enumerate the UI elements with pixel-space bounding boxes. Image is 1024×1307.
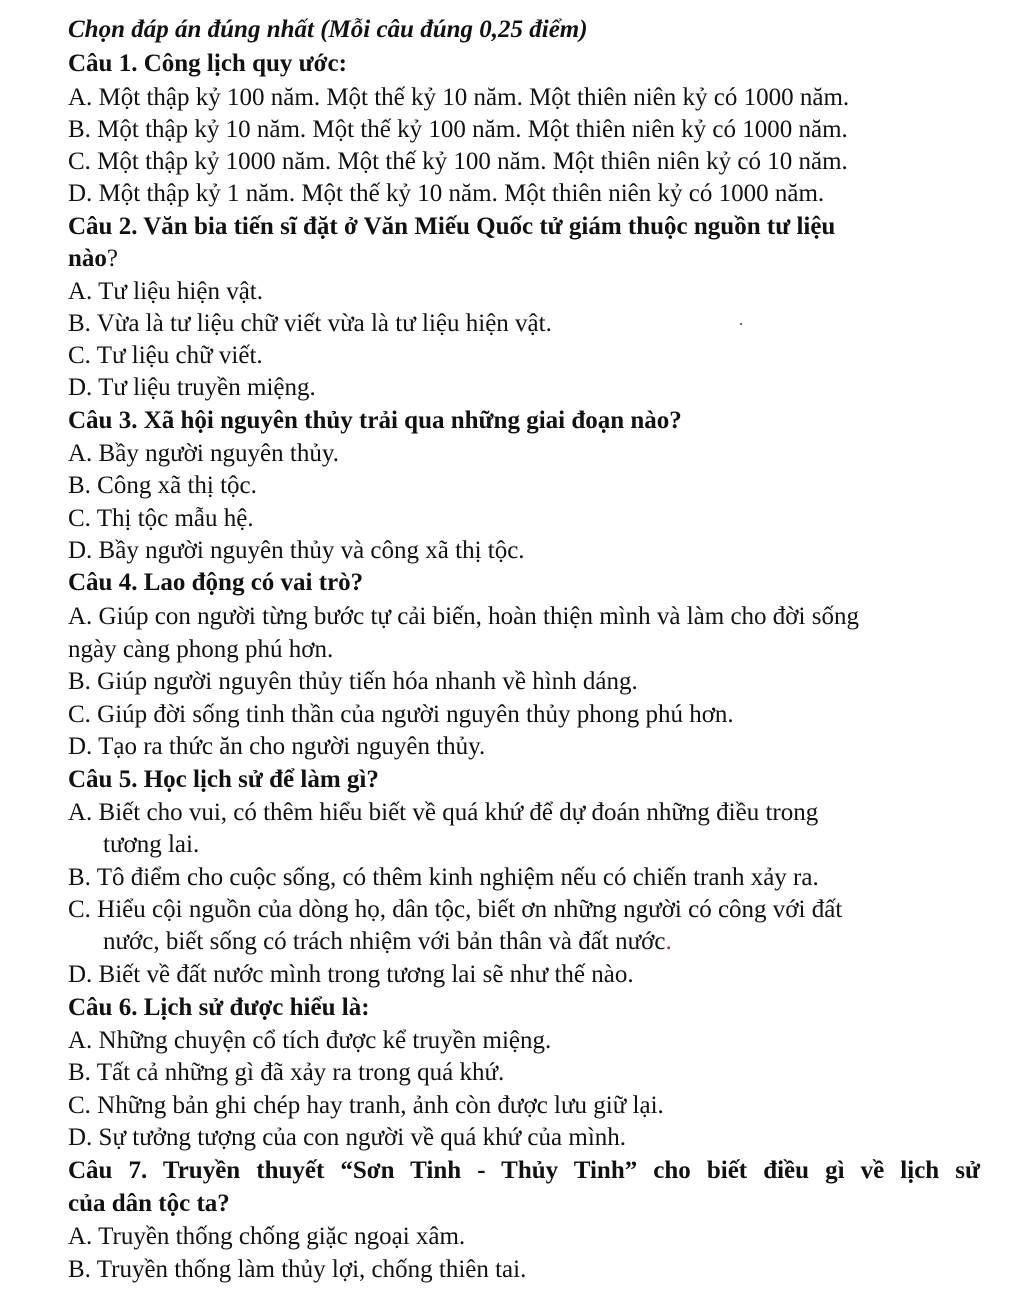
question-3-option-c: C. Thị tộc mẫu hệ.	[68, 505, 254, 532]
question-2-option-d: D. Tư liệu truyền miệng.	[68, 374, 316, 401]
question-4-option-a-line-1: A. Giúp con người từng bước tự cải biến, hoàn thiện mình và làm cho đời sống	[68, 603, 859, 630]
question-3-option-d: D. Bầy người nguyên thủy và công xã thị tộc.	[68, 537, 525, 564]
question-2-option-b: B. Vừa là tư liệu chữ viết vừa là tư liệu hiện vật.	[68, 310, 552, 337]
question-6-option-c: C. Những bản ghi chép hay tranh, ảnh còn được lưu giữ lại.	[68, 1092, 664, 1119]
question-2-question-mark: ?	[106, 245, 119, 272]
question-4-text: . Lao động có vai trò?	[131, 569, 364, 596]
question-2-title-line-1: Câu 2. Văn bia tiến sĩ đặt ở Văn Miếu Quốc tử giám thuộc nguồn tư liệu	[68, 213, 836, 240]
question-6-option-b: B. Tất cả những gì đã xảy ra trong quá khứ.	[68, 1059, 505, 1086]
question-4-option-d: D. Tạo ra thức ăn cho người nguyên thủy.	[68, 733, 486, 760]
question-5-option-d: D. Biết về đất nước mình trong tương lai sẽ như thế nào.	[68, 961, 634, 988]
question-1-option-a: A. Một thập kỷ 100 năm. Một thế kỷ 10 năm. Một thiên niên kỷ có 1000 năm.	[68, 84, 850, 111]
question-1-text: . Công lịch quy ước:	[131, 50, 347, 77]
question-5-option-a-line-2: tương lai.	[103, 831, 200, 858]
question-5-option-c-line-1: C. Hiểu cội nguồn của dòng họ, dân tộc, biết ơn những người có công với đất	[68, 896, 843, 923]
question-6-option-a: A. Những chuyện cổ tích được kể truyền miệng.	[68, 1027, 552, 1054]
question-4-option-a-line-2: ngày càng phong phú hơn.	[68, 636, 334, 663]
question-7-option-a: A. Truyền thống chống giặc ngoại xâm.	[68, 1223, 466, 1250]
question-7-title-line-1: Câu 7. Truyền thuyết “Sơn Tinh - Thủy Tinh” cho biết điều gì về lịch sử	[68, 1157, 980, 1184]
question-2-title-line-2	[68, 243, 118, 275]
question-4-option-b: B. Giúp người nguyên thủy tiến hóa nhanh về hình dáng.	[68, 668, 638, 695]
question-1-option-b: B. Một thập kỷ 10 năm. Một thế kỷ 100 năm. Một thiên niên kỷ có 1000 năm.	[68, 116, 848, 143]
question-1-option-d: D. Một thập kỷ 1 năm. Một thế kỷ 10 năm. Một thiên niên kỷ có 1000 năm.	[68, 180, 825, 207]
question-3-option-b: B. Công xã thị tộc.	[68, 472, 257, 499]
question-2-option-c: C. Tư liệu chữ viết.	[68, 342, 263, 369]
question-7-title-line-2: của dân tộc ta?	[68, 1190, 230, 1217]
question-1-label: Câu 1	[68, 50, 132, 77]
question-5-title: Câu 5. Học lịch sử để làm gì?	[68, 766, 379, 793]
question-4-option-c: C. Giúp đời sống tinh thần của người nguyên thủy phong phú hơn.	[68, 701, 734, 728]
question-5-option-c-text: nước, biết sống có trách nhiệm với bản thân và đất nước	[103, 928, 666, 955]
question-5-option-a-line-1: A. Biết cho vui, có thêm hiểu biết về quá khứ để dự đoán những điều trong	[68, 799, 819, 826]
question-7-option-b: B. Truyền thống làm thủy lợi, chống thiên tai.	[68, 1256, 527, 1283]
question-4-label: Câu 4	[68, 569, 132, 596]
question-6-title: Câu 6. Lịch sử được hiểu là:	[68, 994, 370, 1021]
question-6-option-d: D. Sự tưởng tượng của con người về quá khứ của mình.	[68, 1124, 627, 1151]
question-2-option-a: A. Tư liệu hiện vật.	[68, 278, 263, 305]
question-1-option-c: C. Một thập kỷ 1000 năm. Một thế kỷ 100 năm. Một thiên niên kỷ có 10 năm.	[68, 148, 848, 175]
question-5-option-c-period: .	[665, 928, 672, 955]
question-3-option-a: A. Bầy người nguyên thủy.	[68, 440, 339, 467]
question-1-title	[68, 48, 347, 80]
question-2-title-end: nào	[68, 245, 107, 272]
question-5-option-b: B. Tô điểm cho cuộc sống, có thêm kinh nghiệm nếu có chiến tranh xảy ra.	[68, 864, 819, 891]
stray-dot	[740, 323, 742, 325]
question-4-title	[68, 567, 363, 599]
question-3-title: Câu 3. Xã hội nguyên thủy trải qua những giai đoạn nào?	[68, 407, 682, 434]
exam-instruction: Chọn đáp án đúng nhất (Mỗi câu đúng 0,25 điểm)	[68, 16, 588, 43]
question-5-option-c-line-2	[103, 926, 672, 958]
